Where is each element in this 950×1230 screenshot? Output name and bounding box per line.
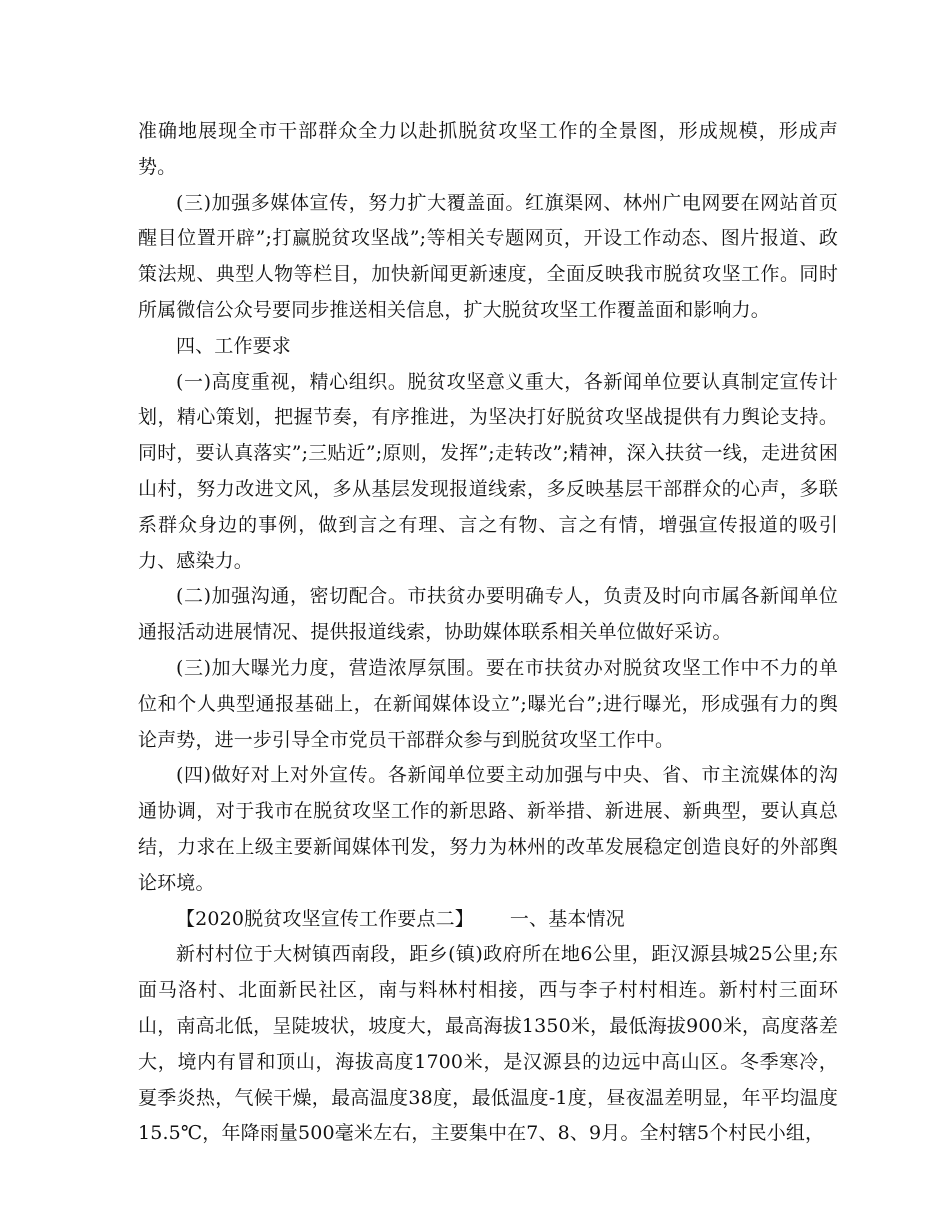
section-subtitle: 一、基本情况 xyxy=(509,907,625,930)
document-body xyxy=(138,114,838,1152)
paragraph-requirement-2: (二)加强沟通，密切配合。市扶贫办要明确专人，负责及时向市属各新闻单位通报活动进展情况、提供报道线索，协助媒体联系相关单位做好采访。 xyxy=(138,585,838,644)
paragraph-requirement-4: (四)做好对上对外宣传。各新闻单位要主动加强与中央、省、市主流媒体的沟通协调，对于我市在脱贫攻坚工作的新思路、新举措、新进展、新典型，要认真总结，力求在上级主要新闻媒体刊发，努力为林州的改革发展稳定创造良好的外部舆论环境。 xyxy=(138,764,838,894)
section-heading-line xyxy=(138,902,838,938)
paragraph-village-overview: 新村村位于大树镇西南段，距乡(镇)政府所在地6公里，距汉源县城25公里;东面马洛村、北面新民社区，南与料林村相接，西与李子村村相连。新村村三面环山，南高北低，呈陡坡状，坡度大，最高海拔1350米，最低海拔900米，高度落差大，境内有冒和顶山，海拔高度1700米，是汉源县的边远中高山区。冬季寒冷，夏季炎热，气候干燥，最高温度38度，最低温度-1度，昼夜温差明显，年平均温度15.5℃，年降雨量500毫米左右，主要集中在7、8、9月。全村辖5个村民小组， xyxy=(138,943,838,1145)
paragraph-requirement-3: (三)加大曝光力度，营造浓厚氛围。要在市扶贫办对脱贫攻坚工作中不力的单位和个人典型通报基础上，在新闻媒体设立”;曝光台”;进行曝光，形成强有力的舆论声势，进一步引导全市党员干部群众参与到脱贫攻坚工作中。 xyxy=(138,656,838,751)
section-title: 【2020脱贫攻坚宣传工作要点二】 xyxy=(176,907,474,930)
section-heading-work-requirements: 四、工作要求 xyxy=(176,334,291,357)
paragraph-requirement-1: (一)高度重视，精心组织。脱贫攻坚意义重大，各新闻单位要认真制定宣传计划，精心策划，把握节奏，有序推进，为坚决打好脱贫攻坚战提供有力舆论支持。同时，要认真落实”;三贴近”;原则，发挥”;走转改”;精神，深入扶贫一线，走进贫困山村，努力改进文风，多从基层发现报道线索，多反映基层干部群众的心声，多联系群众身边的事例，做到言之有理、言之有物、言之有情，增强宣传报道的吸引力、感染力。 xyxy=(138,370,838,572)
paragraph-multimedia: (三)加强多媒体宣传，努力扩大覆盖面。红旗渠网、林州广电网要在网站首页醒目位置开辟”;打赢脱贫攻坚战”;等相关专题网页，开设工作动态、图片报道、政策法规、典型人物等栏目，加快新闻更新速度，全面反映我市脱贫攻坚工作。同时所属微信公众号要同步推送相关信息，扩大脱贫攻坚工作覆盖面和影响力。 xyxy=(138,191,838,321)
paragraph-continuation: 准确地展现全市干部群众全力以赴抓脱贫攻坚工作的全景图，形成规模，形成声势。 xyxy=(138,120,838,178)
